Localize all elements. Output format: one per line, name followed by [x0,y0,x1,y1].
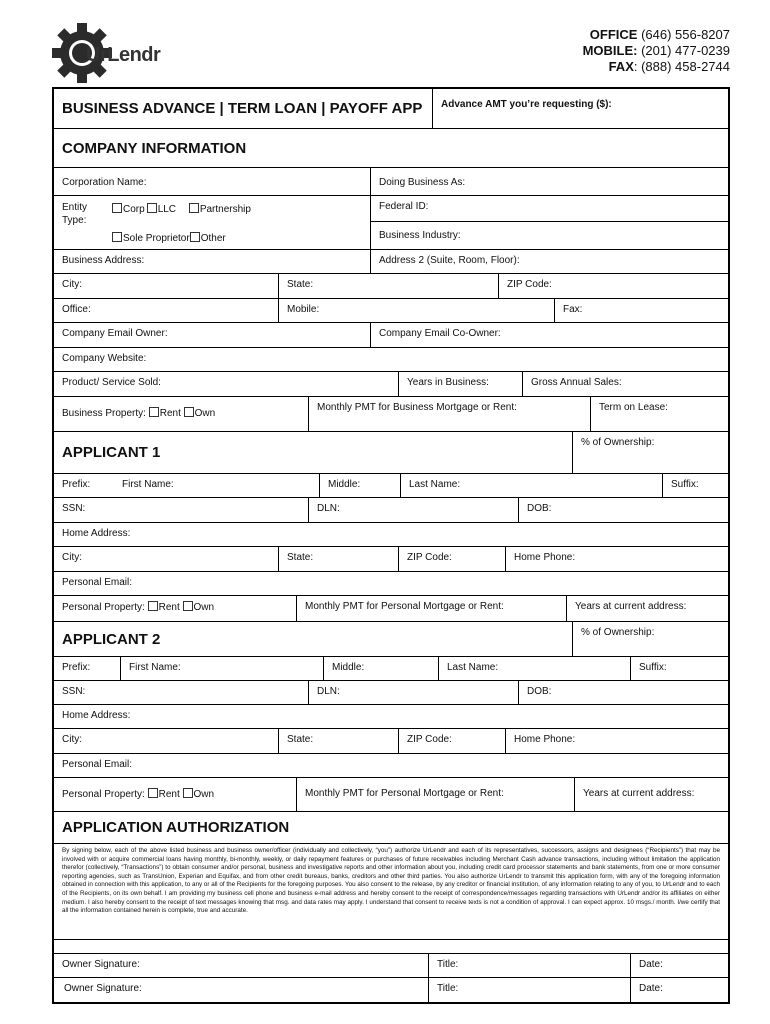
llc-checkbox[interactable] [147,203,157,213]
applicant1-city-field[interactable]: City: [62,552,82,563]
federal-id-field[interactable]: Federal ID: [371,196,728,222]
sole-proprietor-checkbox[interactable] [112,232,122,242]
applicant1-zip-field[interactable]: ZIP Code: [398,547,505,571]
applicant1-years-address-field[interactable]: Years at current address: [566,596,728,621]
applicant2-zip-field[interactable]: ZIP Code: [398,729,505,753]
applicant1-own-checkbox[interactable] [183,601,193,611]
applicant1-middle-field[interactable]: Middle: [319,474,400,497]
applicant1-rent-checkbox[interactable] [148,601,158,611]
address2-field[interactable]: Address 2 (Suite, Room, Floor): [370,250,728,273]
applicant1-home-address-field[interactable]: Home Address: [62,528,131,539]
mobile-phone-field[interactable]: Mobile: [278,299,554,322]
business-property-group [54,397,308,431]
applicant2-own-label: Own [193,789,215,800]
applicant1-rent-label: Rent [158,602,180,613]
company-website-field[interactable]: Company Website: [62,353,147,364]
owner-signature-field-1[interactable]: Owner Signature: [62,959,140,970]
applicant2-prefix-field[interactable]: Prefix: [62,662,91,673]
fax-number: : (888) 458-2744 [633,59,730,74]
contact-block [583,27,730,75]
fax-field[interactable]: Fax: [554,299,728,322]
office-label: OFFICE [589,27,638,42]
other-checkbox[interactable] [190,232,200,242]
applicant1-last-name-field[interactable]: Last Name: [400,474,662,497]
dba-field[interactable]: Doing Business As: [370,168,728,195]
business-rent-label: Rent [159,408,181,419]
corporation-name-field[interactable]: Corporation Name: [62,177,147,188]
advance-amount-field[interactable]: Advance AMT you’re requesting ($): [432,89,728,128]
applicant2-dln-field[interactable]: DLN: [308,681,518,704]
applicant2-city-field[interactable]: City: [62,734,82,745]
authorization-heading: APPLICATION AUTHORIZATION [62,819,290,836]
applicant1-state-field[interactable]: State: [278,547,398,571]
applicant2-ownership-field[interactable]: % of Ownership: [572,622,728,656]
company-city-field[interactable]: City: [62,279,82,290]
applicant2-home-phone-field[interactable]: Home Phone: [505,729,728,753]
applicant2-monthly-pmt-field[interactable]: Monthly PMT for Personal Mortgage or Rent: [296,778,574,811]
llc-label: LLC [157,204,177,215]
applicant2-rent-checkbox[interactable] [148,788,158,798]
gross-sales-field[interactable]: Gross Annual Sales: [522,372,728,396]
business-address-field[interactable]: Business Address: [62,255,145,266]
owner-date-field-2[interactable]: Date: [630,978,728,1002]
company-state-field[interactable]: State: [278,274,498,298]
applicant1-property-label: Personal Property: [62,602,145,613]
logo-text: UrLendr [86,44,161,66]
years-in-business-field[interactable]: Years in Business: [398,372,522,396]
applicant1-property-group [54,596,296,621]
applicant1-suffix-field[interactable]: Suffix: [662,474,728,497]
applicant2-first-name-field[interactable]: First Name: [120,657,323,680]
company-heading: COMPANY INFORMATION [62,139,247,157]
applicant1-heading: APPLICANT 1 [62,444,161,461]
applicant2-property-group [54,778,296,811]
owner-signature-field-2[interactable]: Owner Signature: [64,983,142,994]
applicant1-dob-field[interactable]: DOB: [518,498,728,522]
applicant1-dln-field[interactable]: DLN: [308,498,518,522]
owner-date-field-1[interactable]: Date: [630,954,728,977]
email-coowner-field[interactable]: Company Email Co-Owner: [370,323,728,347]
business-own-checkbox[interactable] [184,407,194,417]
applicant1-monthly-pmt-field[interactable]: Monthly PMT for Personal Mortgage or Rent: [296,596,566,621]
entity-type-options [108,196,370,249]
applicant2-property-label: Personal Property: [62,789,145,800]
office-phone-field[interactable]: Office: [62,304,91,315]
product-service-field[interactable]: Product/ Service Sold: [62,377,161,388]
applicant1-own-label: Own [193,602,215,613]
form-title: BUSINESS ADVANCE | TERM LOAN | PAYOFF APP [62,100,423,117]
applicant1-ownership-field[interactable]: % of Ownership: [572,432,728,473]
email-owner-field[interactable]: Company Email Owner: [62,328,168,339]
partnership-checkbox[interactable] [189,203,199,213]
business-own-label: Own [194,408,216,419]
owner-title-field-1[interactable]: Title: [428,954,630,977]
applicant2-state-field[interactable]: State: [278,729,398,753]
applicant2-heading: APPLICANT 2 [62,630,161,648]
applicant2-suffix-field[interactable]: Suffix: [630,657,728,680]
term-on-lease-field[interactable]: Term on Lease: [590,397,728,431]
applicant2-dob-field[interactable]: DOB: [518,681,728,704]
company-zip-field[interactable]: ZIP Code: [498,274,728,298]
applicant2-email-field[interactable]: Personal Email: [62,759,133,770]
business-rent-checkbox[interactable] [149,407,159,417]
mobile-label: MOBILE: [582,43,638,58]
authorization-text: By signing below, each of the above listed business and business owner/officer (individually and collectively, “you”) authorize UrLendr and each of its representatives, successors, assigns and designees (“Recipients”) that may be involved with or acquire commercial loans having monthly, bi-monthly, weekly, or daily repayment features or purchases of future receivables including Merchant Cash advance transactions, including without limitation the application therefor (collectively, “Transactions”) to obtain consumer and/or personal, business and investigative reports and other information about you, including credit card processor statements and bank statements, from one or more consumer reporting agencies, such as TransUnion, Experian and Equifax, and from other credit bureaus, banks, creditors and other third parties. You also authorize UrLendr to transmit this application form, with any of the foregoing information obtained in connection with this application, to any or all of the Recipients for the foregoing purposes. You also consent to the release, by any creditor or financial institution, of any information relating to any of you, to UrLendr and to each of the Recipients, on its own behalf. I am providing my business cell phone and business e-mail address and hereby consent to the receipt of correspondence/messages regarding transactions with UrLendr and/or its affiliates on either medium. I also hereby consent to the receipt of text messages knowing that msg. and data rates may apply. I understand that consent to receive texts is not a condition of approval. I can expect approx. 10 msgs./ month. I/we certify that all the information contained herein is complete, true and accurate. [54,844,728,940]
business-property-label: Business Property: [62,408,146,419]
applicant1-prefix-field[interactable]: Prefix: [62,479,91,490]
applicant2-home-address-field[interactable]: Home Address: [62,710,131,721]
corp-label: Corp [123,204,145,215]
applicant2-middle-field[interactable]: Middle: [323,657,438,680]
partnership-label: Partnership [199,204,251,215]
entity-type-label: Entity Type: [62,202,88,226]
sole-proprietor-label: Sole Proprietor [123,233,190,244]
application-form [52,87,730,1004]
business-monthly-pmt-field[interactable]: Monthly PMT for Business Mortgage or Rent: [308,397,590,431]
mobile-number: (201) 477-0239 [641,43,730,58]
applicant1-email-field[interactable]: Personal Email: [62,577,133,588]
other-label: Other [200,233,226,244]
business-industry-field[interactable]: Business Industry: [379,230,461,241]
fax-label: FAX [608,59,634,74]
applicant2-years-address-field[interactable]: Years at current address: [574,778,728,811]
corp-checkbox[interactable] [112,203,122,213]
applicant1-first-name-field[interactable]: First Name: [122,479,174,490]
applicant2-rent-label: Rent [158,789,180,800]
applicant1-ssn-field[interactable]: SSN: [62,503,86,514]
applicant2-own-checkbox[interactable] [183,788,193,798]
applicant2-last-name-field[interactable]: Last Name: [438,657,630,680]
office-number: (646) 556-8207 [641,27,730,42]
applicant1-home-phone-field[interactable]: Home Phone: [505,547,728,571]
owner-title-field-2[interactable]: Title: [428,978,630,1002]
applicant2-ssn-field[interactable]: SSN: [62,686,86,697]
